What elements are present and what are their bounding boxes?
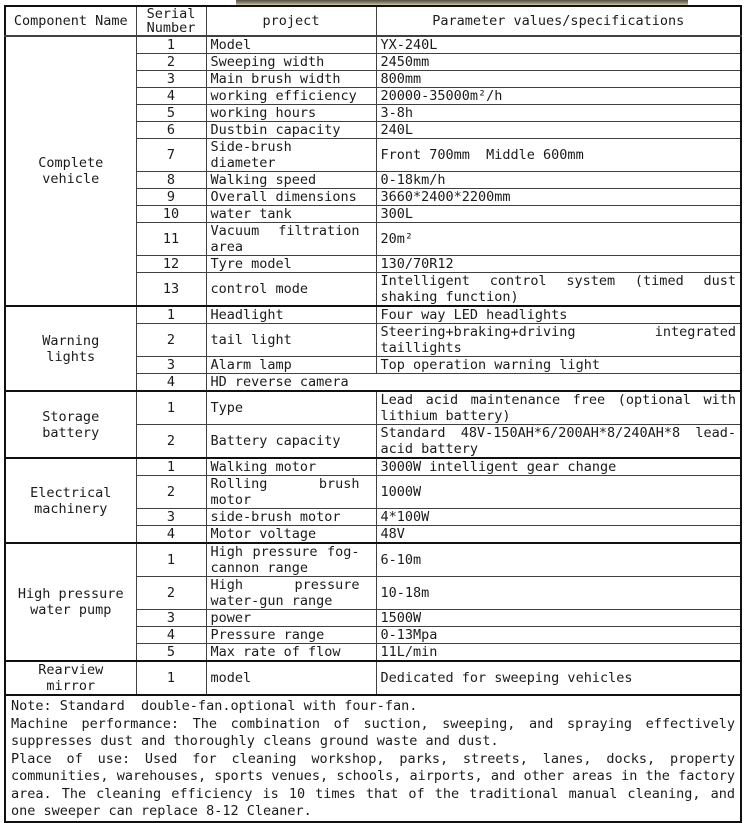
- component-cell-high-pressure-water-pump: High pressure water pump: [5, 543, 136, 661]
- serial-cell: 3: [136, 357, 206, 374]
- value-cell: 240L: [376, 122, 741, 139]
- serial-cell: 1: [136, 661, 206, 695]
- serial-cell: 5: [136, 105, 206, 122]
- serial-cell: 1: [136, 306, 206, 324]
- project-cell: Dustbin capacity: [206, 122, 376, 139]
- value-cell: 20000-35000m²/h: [376, 88, 741, 105]
- value-cell: 4*100W: [376, 509, 741, 526]
- serial-cell: 11: [136, 223, 206, 256]
- table-row: [5, 391, 741, 425]
- serial-cell: 3: [136, 71, 206, 88]
- project-cell: Sweeping width: [206, 54, 376, 71]
- serial-cell: 12: [136, 256, 206, 273]
- value-cell: 10-18m: [376, 577, 741, 610]
- project-cell: Tyre model: [206, 256, 376, 273]
- component-cell-rearview-mirror: Rearview mirror: [5, 661, 136, 695]
- value-cell: 1500W: [376, 610, 741, 627]
- value-cell: 0-18km/h: [376, 172, 741, 189]
- value-cell: Intelligent control system (timed dust shaking function): [376, 273, 741, 307]
- value-cell: 48V: [376, 526, 741, 544]
- table-row: [5, 36, 741, 54]
- serial-cell: 9: [136, 189, 206, 206]
- serial-cell: 4: [136, 88, 206, 105]
- project-cell: Walking speed: [206, 172, 376, 189]
- col-header-values: Parameter values/specifications: [376, 6, 741, 36]
- project-cell: Side-brush diameter: [206, 139, 376, 172]
- value-cell: Standard 48V-150AH*6/200AH*8/240AH*8 lead-acid battery: [376, 425, 741, 459]
- component-cell-electrical-machinery: Electrical machinery: [5, 458, 136, 543]
- project-cell: HD reverse camera: [206, 374, 741, 392]
- component-cell-storage-battery: Storage battery: [5, 391, 136, 458]
- serial-cell: 13: [136, 273, 206, 307]
- serial-cell: 2: [136, 425, 206, 459]
- value-cell: 6-10m: [376, 543, 741, 577]
- project-cell: Vacuum filtration area: [206, 223, 376, 256]
- project-cell: Battery capacity: [206, 425, 376, 459]
- project-cell: water tank: [206, 206, 376, 223]
- serial-cell: 2: [136, 577, 206, 610]
- note-line-standard-fan: Note: Standard double-fan.optional with four-fan.: [11, 698, 418, 714]
- value-cell: 130/70R12: [376, 256, 741, 273]
- value-cell: 300L: [376, 206, 741, 223]
- serial-cell: 10: [136, 206, 206, 223]
- serial-cell: 1: [136, 36, 206, 54]
- table-row: [5, 661, 741, 695]
- value-cell: 3000W intelligent gear change: [376, 458, 741, 476]
- value-cell: 2450mm: [376, 54, 741, 71]
- value-cell: 1000W: [376, 476, 741, 509]
- value-cell: 3660*2400*2200mm: [376, 189, 741, 206]
- notes-cell: [5, 695, 741, 822]
- col-header-component: Component Name: [5, 6, 136, 36]
- value-cell: YX-240L: [376, 36, 741, 54]
- note-line-machine-performance: Machine performance: The combination of suction, sweeping, and spraying effectively suppresses dust and thoroughly cleans ground waste and dust.: [11, 715, 735, 749]
- project-cell: Walking motor: [206, 458, 376, 476]
- project-cell: control mode: [206, 273, 376, 307]
- value-cell: Four way LED headlights: [376, 306, 741, 324]
- value-cell: 0-13Mpa: [376, 627, 741, 644]
- value-cell: 11L/min: [376, 644, 741, 662]
- project-cell: Type: [206, 391, 376, 425]
- project-cell: model: [206, 661, 376, 695]
- component-cell-warning-lights: Warning lights: [5, 306, 136, 391]
- table-row: [5, 458, 741, 476]
- table-row: [5, 306, 741, 324]
- serial-cell: 2: [136, 476, 206, 509]
- serial-cell: 4: [136, 627, 206, 644]
- project-cell: High pressure water-gun range: [206, 577, 376, 610]
- project-cell: High pressure fog-cannon range: [206, 543, 376, 577]
- serial-cell: 2: [136, 54, 206, 71]
- value-cell: Front 700mm Middle 600mm: [376, 139, 741, 172]
- serial-cell: 1: [136, 391, 206, 425]
- project-cell: tail light: [206, 324, 376, 357]
- project-cell: Model: [206, 36, 376, 54]
- serial-cell: 4: [136, 526, 206, 544]
- project-cell: Main brush width: [206, 71, 376, 88]
- project-cell: working hours: [206, 105, 376, 122]
- project-cell: Rolling brush motor: [206, 476, 376, 509]
- project-cell: Pressure range: [206, 627, 376, 644]
- value-cell: Dedicated for sweeping vehicles: [376, 661, 741, 695]
- serial-cell: 1: [136, 543, 206, 577]
- spec-table: [4, 5, 742, 823]
- project-cell: Headlight: [206, 306, 376, 324]
- serial-cell: 4: [136, 374, 206, 392]
- serial-cell: 2: [136, 324, 206, 357]
- note-line-place-of-use: Place of use: Used for cleaning workshop, parks, streets, lanes, docks, property communities, warehouses, sports venues, schools, airports, and other areas in the factory area. The cleaning efficiency is 10 times that of the traditional manual cleaning, and one sweeper can replace 8-12 Cleaner.: [11, 750, 735, 819]
- project-cell: Alarm lamp: [206, 357, 376, 374]
- project-cell: Max rate of flow: [206, 644, 376, 662]
- serial-cell: 6: [136, 122, 206, 139]
- value-cell: 800mm: [376, 71, 741, 88]
- project-cell: Motor voltage: [206, 526, 376, 544]
- col-header-project: project: [206, 6, 376, 36]
- project-cell: Overall dimensions: [206, 189, 376, 206]
- table-row: [5, 543, 741, 577]
- project-cell: working efficiency: [206, 88, 376, 105]
- serial-cell: 3: [136, 509, 206, 526]
- value-cell: Top operation warning light: [376, 357, 741, 374]
- value-cell: Steering+braking+driving integrated taillights: [376, 324, 741, 357]
- component-cell-complete-vehicle: Complete vehicle: [5, 36, 136, 306]
- serial-cell: 1: [136, 458, 206, 476]
- value-cell: 20m²: [376, 223, 741, 256]
- serial-cell: 8: [136, 172, 206, 189]
- notes-row: [5, 695, 741, 822]
- serial-cell: 3: [136, 610, 206, 627]
- value-cell: Lead acid maintenance free (optional with lithium battery): [376, 391, 741, 425]
- project-cell: side-brush motor: [206, 509, 376, 526]
- serial-cell: 7: [136, 139, 206, 172]
- col-header-serial: Serial Number: [136, 6, 206, 36]
- value-cell: 3-8h: [376, 105, 741, 122]
- project-cell: power: [206, 610, 376, 627]
- serial-cell: 5: [136, 644, 206, 662]
- header-row: [5, 6, 741, 36]
